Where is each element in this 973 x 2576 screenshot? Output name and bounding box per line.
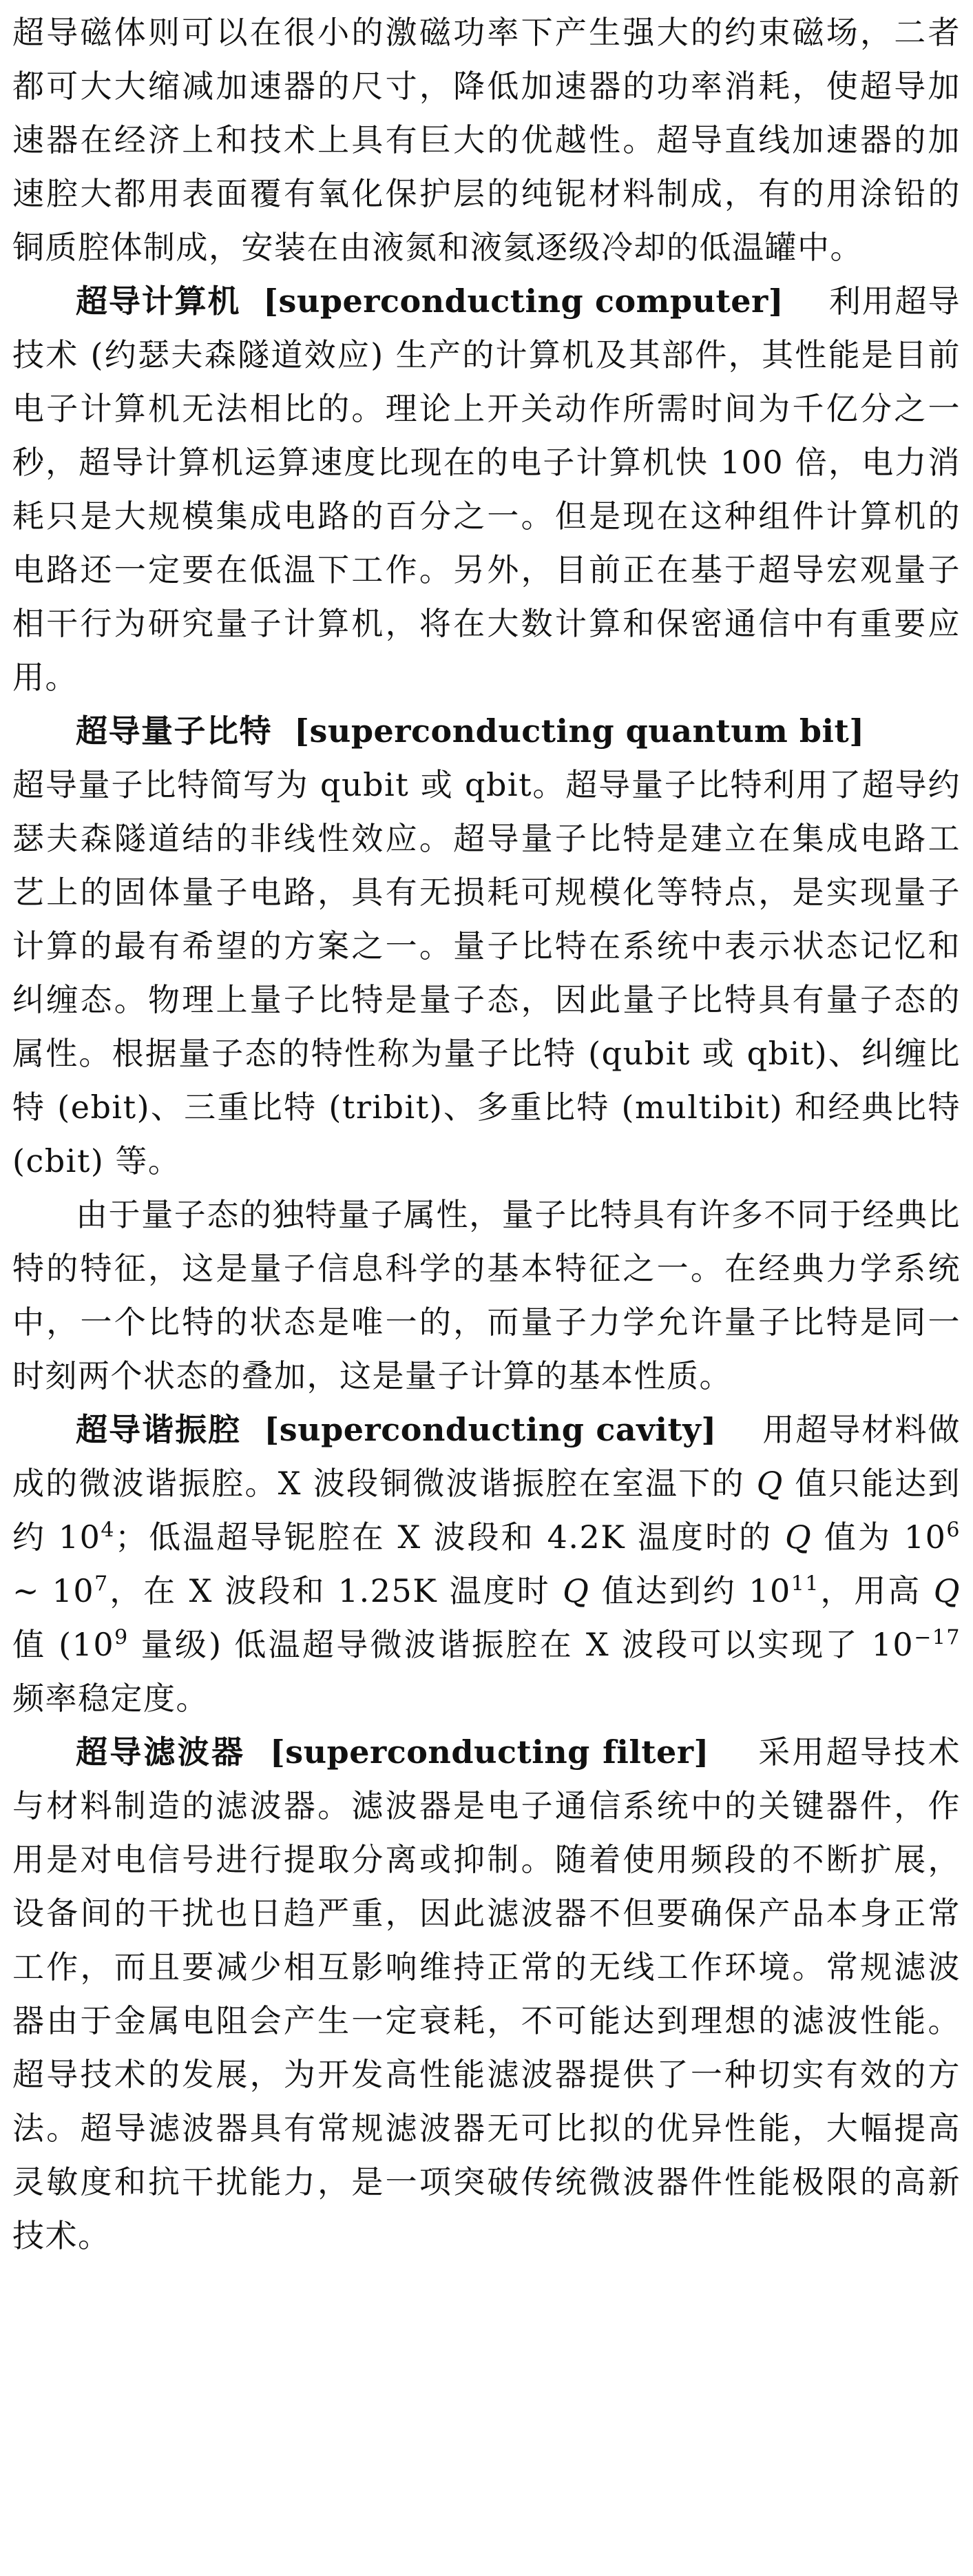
entry-term: 超导谐振腔 bbox=[76, 1411, 242, 1448]
entry-superconducting-filter bbox=[12, 1725, 961, 2263]
entry-body: 用超导材料做成的微波谐振腔。X 波段铜微波谐振腔在室温下的 Q 值只能达到约 $10^4$；低温超导铌腔在 X 波段和 4.2K 温度时的 Q 值为 $10^6$ ∼ $10^7$，在 X 波段和 1.25K 温度时 Q 值达到约 $10^{11}$，用高 Q 值 ($10^9$ 量级) 低温超导微波谐振腔在 X 波段可以实现了 $10^{-17}$ 频率稳定度。 bbox=[12, 1411, 961, 1717]
entry-english-term: [superconducting filter] bbox=[269, 1733, 709, 1771]
entry-superconducting-computer bbox=[12, 274, 961, 704]
entry-english-term: [superconducting cavity] bbox=[264, 1411, 717, 1448]
entry-term: 超导量子比特 bbox=[76, 712, 272, 750]
entry-superconducting-qubit bbox=[12, 704, 961, 1188]
paragraph-accelerator-continuation: 超导磁体则可以在很小的激磁功率下产生强大的约束磁场，二者都可大大缩减加速器的尺寸，降低加速器的功率消耗，使超导加速器在经济上和技术上具有巨大的优越性。超导直线加速器的加速腔大都用表面覆有氧化保护层的纯铌材料制成，有的用涂铅的铜质腔体制成，安装在由液氮和液氦逐级冷却的低温罐中。 bbox=[12, 14, 961, 266]
entry-body: 采用超导技术与材料制造的滤波器。滤波器是电子通信系统中的关键器件，作用是对电信号进行提取分离或抑制。随着使用频段的不断扩展，设备间的干扰也日趋严重，因此滤波器不但要确保产品本身正常工作，而且要减少相互影响维持正常的无线工作环境。常规滤波器由于金属电阻会产生一定衰耗，不可能达到理想的滤波性能。超导技术的发展，为开发高性能滤波器提供了一种切实有效的方法。超导滤波器具有常规滤波器无可比拟的优异性能，大幅提高灵敏度和抗干扰能力，是一项突破传统微波器件性能极限的高新技术。 bbox=[12, 1733, 961, 2254]
entry-superconducting-cavity bbox=[12, 1403, 961, 1725]
entry-english-term: [superconducting quantum bit] bbox=[294, 712, 865, 750]
entry-term: 超导计算机 bbox=[76, 282, 241, 320]
entry-term: 超导滤波器 bbox=[76, 1733, 246, 1771]
paragraph-qubit-properties: 由于量子态的独特量子属性，量子比特具有许多不同于经典比特的特征，这是量子信息科学的基本特征之一。在经典力学系统中，一个比特的状态是唯一的，而量子力学允许量子比特是同一时刻两个状态的叠加，这是量子计算的基本性质。 bbox=[12, 1196, 961, 1394]
entry-english-term: [superconducting computer] bbox=[263, 282, 784, 320]
entry-body: 利用超导技术 (约瑟夫森隧道效应) 生产的计算机及其部件，其性能是目前电子计算机无法相比的。理论上开关动作所需时间为千亿分之一秒，超导计算机运算速度比现在的电子计算机快 100 倍，电力消耗只是大规模集成电路的百分之一。但是现在这种组件计算机的电路还一定要在低温下工作。另外，目前正在基于超导宏观量子相干行为研究量子计算机，将在大数计算和保密通信中有重要应用。 bbox=[12, 282, 961, 696]
entry-body: 超导量子比特简写为 qubit 或 qbit。超导量子比特利用了超导约瑟夫森隧道结的非线性效应。超导量子比特是建立在集成电路工艺上的固体量子电路，具有无损耗可规模化等特点，是实现量子计算的最有希望的方案之一。量子比特在系统中表示状态记忆和纠缠态。物理上量子比特是量子态，因此量子比特具有量子态的属性。根据量子态的特性称为量子比特 (qubit 或 qbit)、纠缠比特 (ebit)、三重比特 (tribit)、多重比特 (multibit) 和经典比特 (cbit) 等。 bbox=[12, 766, 961, 1179]
